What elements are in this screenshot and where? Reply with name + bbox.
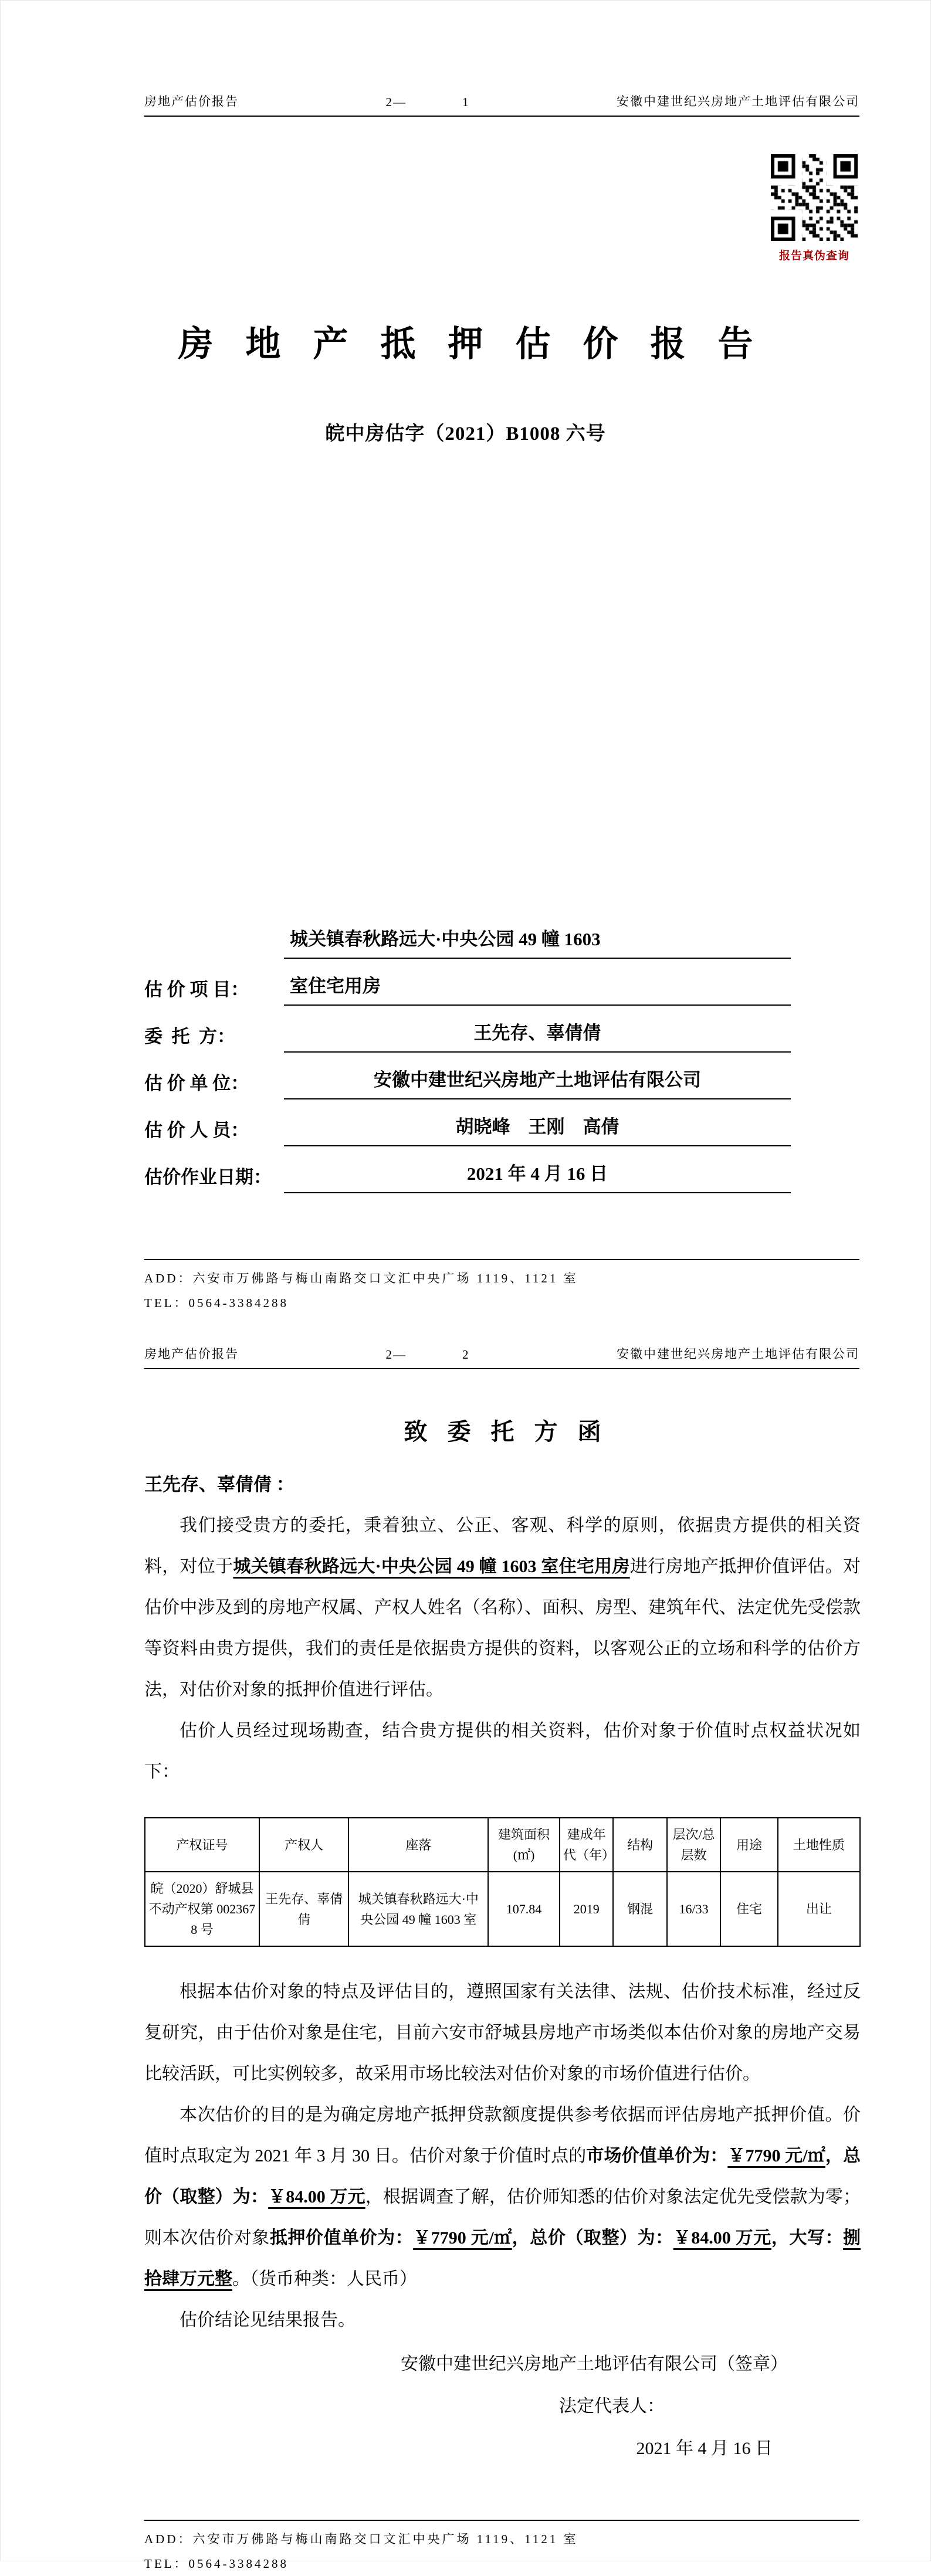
cell-land-nature: 出让 <box>778 1872 860 1946</box>
report-number: 皖中房估字（2021）B1008 六号 <box>325 423 606 444</box>
signature-company: 安徽中建世纪兴房地产土地评估有限公司（签章） <box>401 2354 788 2374</box>
form-row-client <box>144 1006 791 1053</box>
header-doc-title: 房地产估价报告 <box>144 94 239 108</box>
property-rights-table <box>144 1817 861 1947</box>
form-value-project-line1: 城关镇春秋路远大·中央公园 49 幢 1603 <box>284 926 791 959</box>
letter-paragraph-4: 本次估价的目的是为确定房地产抵押贷款额度提供参考依据而评估房地产抵押价值。价值时点取定为 2021 年 3 月 30 日。估价对象于价值时点的市场价值单价为：￥7790 元/㎡，总价（取整）为：￥84.00 万元，根据调查了解，估价师知悉的估价对象法定优先受偿款为零；则本次估价对象抵押价值单价为：￥7790 元/㎡，总价（取整）为：￥84.00 万元，大写：捌拾肆万元整。（货币种类：人民币） <box>144 2105 861 2289</box>
signature-legal-representative: 法定代表人： <box>559 2397 665 2416</box>
form-value-agency: 安徽中建世纪兴房地产土地评估有限公司 <box>284 1067 791 1099</box>
page-header <box>144 92 859 117</box>
cover-form <box>144 926 791 1193</box>
header-page-number <box>386 95 470 110</box>
qr-block <box>770 154 859 263</box>
header-page-total: 2— <box>385 95 407 109</box>
cell-usage: 住宅 <box>720 1872 778 1946</box>
letter-content <box>144 1413 861 2470</box>
col-usage: 用途 <box>720 1818 778 1872</box>
page-1 <box>1 1 930 1310</box>
form-label-date: 估价作业日期： <box>144 1167 272 1187</box>
letter-paragraph-3: 根据本估价对象的特点及评估目的，遵照国家有关法律、法规、估价技术标准，经过反复研究，由于估价对象是住宅，目前六安市舒城县房地产市场类似本估价对象的房地产交易比较活跃，可比实例较多，故采用市场比较法对估价对象的市场价值进行估价。 <box>144 1982 861 2083</box>
footer-address: ADD：六安市万佛路与梅山南路交口文汇中央广场 1119、1121 室 <box>144 1271 578 1285</box>
letter-title: 致委托方函 <box>404 1418 621 1445</box>
form-label-project: 估 价 项 目： <box>144 979 249 1000</box>
col-location: 座落 <box>348 1818 488 1872</box>
form-value-project-line2: 室住宅用房 <box>284 973 791 1006</box>
page-footer <box>144 2520 859 2576</box>
table-header-row <box>145 1818 860 1872</box>
header-page-current: 1 <box>462 95 470 109</box>
col-year-built: 建成年代（年） <box>560 1818 613 1872</box>
col-structure: 结构 <box>613 1818 666 1872</box>
cell-year-built: 2019 <box>560 1872 613 1946</box>
form-value-appraisers: 胡晓峰 王刚 高倩 <box>284 1114 791 1146</box>
letter-paragraph-2: 估价人员经过现场勘查，结合贵方提供的相关资料，估价对象于价值时点权益状况如下： <box>144 1721 861 1781</box>
table-row <box>145 1872 860 1946</box>
form-label-agency: 估 价 单 位： <box>144 1073 249 1094</box>
header-company-name: 安徽中建世纪兴房地产土地评估有限公司 <box>617 94 859 108</box>
cell-floor-area: 107.84 <box>488 1872 560 1946</box>
form-row-appraisers <box>144 1099 791 1146</box>
qr-caption: 报告真伪查询 <box>778 250 849 262</box>
form-value-client: 王先存、辜倩倩 <box>284 1020 791 1053</box>
cell-structure: 钢混 <box>613 1872 666 1946</box>
report-title: 房地产抵押估价报告 <box>178 325 786 364</box>
cell-owner: 王先存、辜倩倩 <box>259 1872 348 1946</box>
header-company-name: 安徽中建世纪兴房地产土地评估有限公司 <box>617 1347 859 1361</box>
header-doc-title: 房地产估价报告 <box>144 1347 239 1361</box>
form-label-client: 委 托 方： <box>144 1026 235 1047</box>
footer-address: ADD：六安市万佛路与梅山南路交口文汇中央广场 1119、1121 室 <box>144 2532 578 2546</box>
cell-floor-level: 16/33 <box>667 1872 720 1946</box>
letter-paragraph-1: 我们接受贵方的委托，秉着独立、公正、客观、科学的原则，依据贵方提供的相关资料，对位于城关镇春秋路远大·中央公园 49 幢 1603 室住宅用房进行房地产抵押价值评估。对估价中涉及到的房地产权属、产权人姓名（名称）、面积、房型、建筑年代、法定优先受偿款等资料由贵方提供，我们的责任是依据贵方提供的资料，以客观公正的立场和科学的估价方法，对估价对象的抵押价值进行评估。 <box>144 1516 861 1699</box>
form-row-date <box>144 1146 791 1193</box>
col-floor-area: 建筑面积(㎡) <box>488 1818 560 1872</box>
cell-cert-number: 皖（2020）舒城县不动产权第 0023678 号 <box>145 1872 259 1946</box>
col-cert-number: 产权证号 <box>145 1818 259 1872</box>
qr-code <box>771 154 858 241</box>
cell-location: 城关镇春秋路远大·中央公园 49 幢 1603 室 <box>348 1872 488 1946</box>
header-page-number <box>386 1348 470 1362</box>
col-owner: 产权人 <box>259 1818 348 1872</box>
form-row-agency <box>144 1053 791 1099</box>
form-label-appraisers: 估 价 人 员： <box>144 1120 249 1141</box>
letter-salutation: 王先存、辜倩倩 ： <box>144 1474 294 1495</box>
col-land-nature: 土地性质 <box>778 1818 860 1872</box>
signature-date: 2021 年 4 月 16 日 <box>636 2439 773 2458</box>
col-floor-level: 层次/总层数 <box>667 1818 720 1872</box>
footer-telephone: TEL：0564-3384288 <box>144 2557 289 2571</box>
letter-paragraph-5: 估价结论见结果报告。 <box>180 2310 356 2330</box>
header-page-total: 2— <box>385 1348 407 1362</box>
page-header <box>144 1345 859 1369</box>
footer-telephone: TEL：0564-3384288 <box>144 1296 289 1310</box>
header-page-current: 2 <box>462 1348 470 1362</box>
form-value-date: 2021 年 4 月 16 日 <box>284 1160 791 1193</box>
page-2 <box>1 1281 930 2571</box>
form-row-project <box>144 926 791 1006</box>
